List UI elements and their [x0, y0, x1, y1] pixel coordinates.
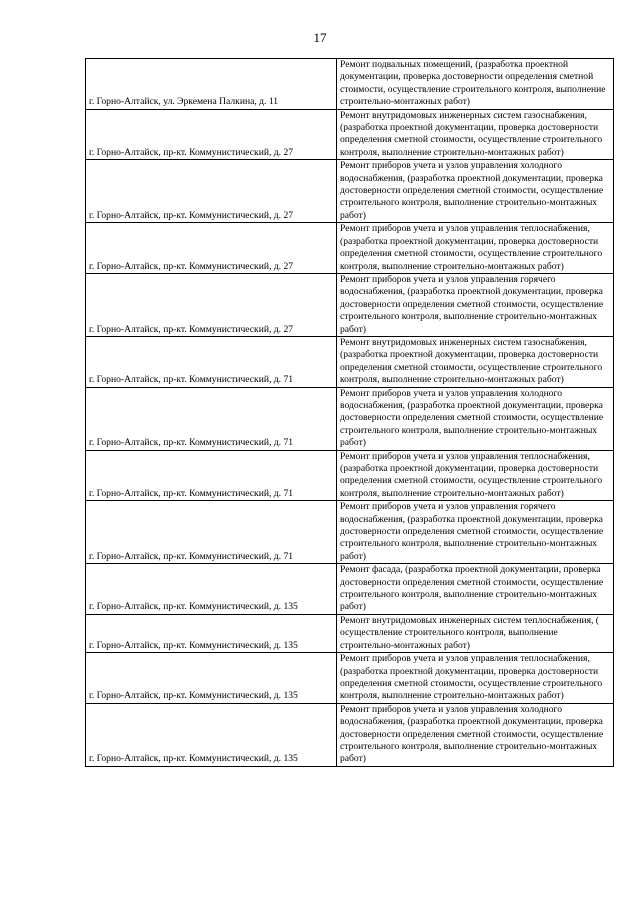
table-row [86, 564, 614, 615]
work-cell: Ремонт внутридомовых инженерных систем теплоснабжения, ( осуществление строительного контроля, выполнение строительно-монтажных работ) [337, 614, 614, 652]
table-row [86, 614, 614, 652]
work-cell: Ремонт подвальных помещений, (разработка проектной документации, проверка достоверности определения сметной стоимости, осуществление строительного контроля, выполнение строительно-монтажных работ) [337, 59, 614, 110]
work-cell: Ремонт приборов учета и узлов управления холодного водоснабжения, (разработка проектной документации, проверка достоверности определения сметной стоимости, осуществление строительного контроля, выполнение строительно-монтажных работ) [337, 703, 614, 766]
work-cell: Ремонт приборов учета и узлов управления теплоснабжения, (разработка проектной документации, проверка достоверности определения сметной стоимости, осуществление строительного контроля, выполнение строительно-монтажных работ) [337, 653, 614, 704]
work-cell: Ремонт приборов учета и узлов управления холодного водоснабжения, (разработка проектной документации, проверка достоверности определения сметной стоимости, осуществление строительного контроля, выполнение строительно-монтажных работ) [337, 160, 614, 223]
table-row [86, 273, 614, 336]
work-cell: Ремонт приборов учета и узлов управления теплоснабжения, (разработка проектной документации, проверка достоверности определения сметной стоимости, осуществление строительного контроля, выполнение строительно-монтажных работ) [337, 223, 614, 274]
work-cell: Ремонт приборов учета и узлов управления холодного водоснабжения, (разработка проектной документации, проверка достоверности определения сметной стоимости, осуществление строительного контроля, выполнение строительно-монтажных работ) [337, 387, 614, 450]
work-cell: Ремонт внутридомовых инженерных систем газоснабжения, (разработка проектной документации, проверка достоверности определения сметной стоимости, осуществление строительного контроля, выполнение строительно-монтажных работ) [337, 109, 614, 160]
table-row [86, 59, 614, 110]
page-number: 17 [313, 30, 327, 45]
table-row [86, 501, 614, 564]
address-cell: г. Горно-Алтайск, пр-кт. Коммунистический, д. 135 [86, 614, 337, 652]
address-cell: г. Горно-Алтайск, пр-кт. Коммунистический, д. 135 [86, 703, 337, 766]
address-cell: г. Горно-Алтайск, пр-кт. Коммунистический, д. 71 [86, 501, 337, 564]
address-cell: г. Горно-Алтайск, пр-кт. Коммунистический, д. 27 [86, 223, 337, 274]
table-row [86, 160, 614, 223]
address-cell: г. Горно-Алтайск, пр-кт. Коммунистический, д. 71 [86, 450, 337, 501]
table-row [86, 109, 614, 160]
table-row [86, 223, 614, 274]
address-cell: г. Горно-Алтайск, пр-кт. Коммунистический, д. 135 [86, 564, 337, 615]
address-cell: г. Горно-Алтайск, пр-кт. Коммунистический, д. 27 [86, 273, 337, 336]
address-cell: г. Горно-Алтайск, пр-кт. Коммунистический, д. 71 [86, 336, 337, 387]
address-cell: г. Горно-Алтайск, пр-кт. Коммунистический, д. 135 [86, 653, 337, 704]
address-cell: г. Горно-Алтайск, пр-кт. Коммунистический, д. 71 [86, 387, 337, 450]
work-cell: Ремонт приборов учета и узлов управления горячего водоснабжения, (разработка проектной документации, проверка достоверности определения сметной стоимости, осуществление строительного контроля, выполнение строительно-монтажных работ) [337, 501, 614, 564]
table-row [86, 336, 614, 387]
work-cell: Ремонт фасада, (разработка проектной документации, проверка достоверности определения сметной стоимости, осуществление строительного контроля, выполнение строительно-монтажных работ) [337, 564, 614, 615]
table-row [86, 450, 614, 501]
address-cell: г. Горно-Алтайск, ул. Эркемена Палкина, д. 11 [86, 59, 337, 110]
address-cell: г. Горно-Алтайск, пр-кт. Коммунистический, д. 27 [86, 109, 337, 160]
table-row [86, 387, 614, 450]
address-cell: г. Горно-Алтайск, пр-кт. Коммунистический, д. 27 [86, 160, 337, 223]
table-row [86, 703, 614, 766]
work-cell: Ремонт приборов учета и узлов управления горячего водоснабжения, (разработка проектной документации, проверка достоверности определения сметной стоимости, осуществление строительного контроля, выполнение строительно-монтажных работ) [337, 273, 614, 336]
table-row [86, 653, 614, 704]
works-table [85, 58, 614, 767]
work-cell: Ремонт приборов учета и узлов управления теплоснабжения, (разработка проектной документации, проверка достоверности определения сметной стоимости, осуществление строительного контроля, выполнение строительно-монтажных работ) [337, 450, 614, 501]
work-cell: Ремонт внутридомовых инженерных систем газоснабжения, (разработка проектной документации, проверка достоверности определения сметной стоимости, осуществление строительного контроля, выполнение строительно-монтажных работ) [337, 336, 614, 387]
